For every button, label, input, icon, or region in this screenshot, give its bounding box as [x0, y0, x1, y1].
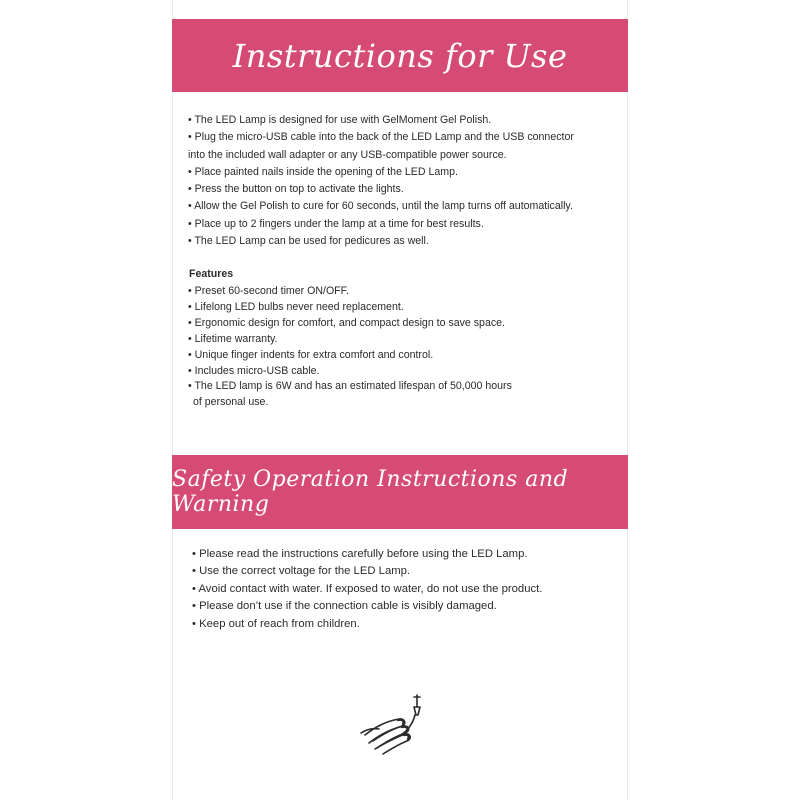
list-item-text: • Includes micro-USB cable. [188, 364, 320, 377]
instructions-banner [172, 19, 628, 92]
features-list [188, 284, 512, 411]
list-item-text: • Plug the micro-USB cable into the back of the LED Lamp and the USB connector [188, 131, 574, 144]
list-item [188, 129, 574, 164]
list-item-text: • The LED Lamp is designed for use with GelMoment Gel Polish. [188, 114, 492, 126]
list-item [192, 616, 542, 633]
list-item-text: • Allow the Gel Polish to cure for 60 seconds, until the lamp turns off automatically. [188, 200, 573, 213]
instructions-title: Instructions for Use [232, 36, 568, 75]
list-item [192, 563, 542, 580]
list-item [188, 216, 574, 233]
list-item-text: • Ergonomic design for comfort, and compact design to save space. [188, 316, 505, 329]
list-item [192, 546, 542, 563]
list-item-continuation: of personal use. [193, 396, 269, 409]
list-item [188, 300, 512, 316]
list-item [192, 598, 542, 615]
list-item [192, 581, 542, 598]
list-item-continuation: into the included wall adapter or any USB-compatible power source. [188, 148, 507, 161]
list-item-text: • Please read the instructions carefully before using the LED Lamp. [192, 548, 528, 560]
list-item-text: • Lifetime warranty. [188, 332, 278, 345]
list-item [188, 316, 512, 332]
list-item [188, 364, 512, 380]
list-item-text: • Lifelong LED bulbs never need replacement. [188, 300, 404, 313]
list-item-text: • Press the button on top to activate the lights. [188, 183, 404, 196]
list-item [188, 164, 574, 181]
list-item [188, 198, 574, 215]
list-item [188, 379, 512, 411]
list-item-text: • Unique finger indents for extra comfort and control. [188, 348, 434, 361]
list-item-text: • Use the correct voltage for the LED Lamp. [192, 565, 411, 578]
safety-banner [172, 455, 628, 529]
list-item [188, 284, 512, 300]
list-item-text: • Place up to 2 fingers under the lamp at a time for best results. [188, 217, 484, 230]
list-item [188, 112, 574, 129]
list-item-text: • Preset 60-second timer ON/OFF. [188, 285, 349, 297]
list-item-text: • Please don’t use if the connection cable is visibly damaged. [192, 600, 497, 613]
list-item-text: • The LED lamp is 6W and has an estimated lifespan of 50,000 hours [188, 380, 512, 393]
list-item [188, 348, 512, 364]
safety-list [192, 546, 542, 633]
instructions-list [188, 112, 574, 250]
list-item [188, 181, 574, 198]
list-item [188, 233, 574, 250]
list-item [188, 332, 512, 348]
features-heading: Features [189, 268, 234, 280]
list-item-text: • Avoid contact with water. If exposed to water, do not use the product. [192, 582, 543, 595]
list-item-text: • Keep out of reach from children. [192, 617, 360, 630]
list-item-text: • Place painted nails inside the opening of the LED Lamp. [188, 165, 458, 178]
nail-polish-hand-icon [357, 693, 437, 757]
list-item-text: • The LED Lamp can be used for pedicures as well. [188, 235, 429, 248]
safety-title: Safety Operation Instructions and Warning [172, 467, 569, 517]
